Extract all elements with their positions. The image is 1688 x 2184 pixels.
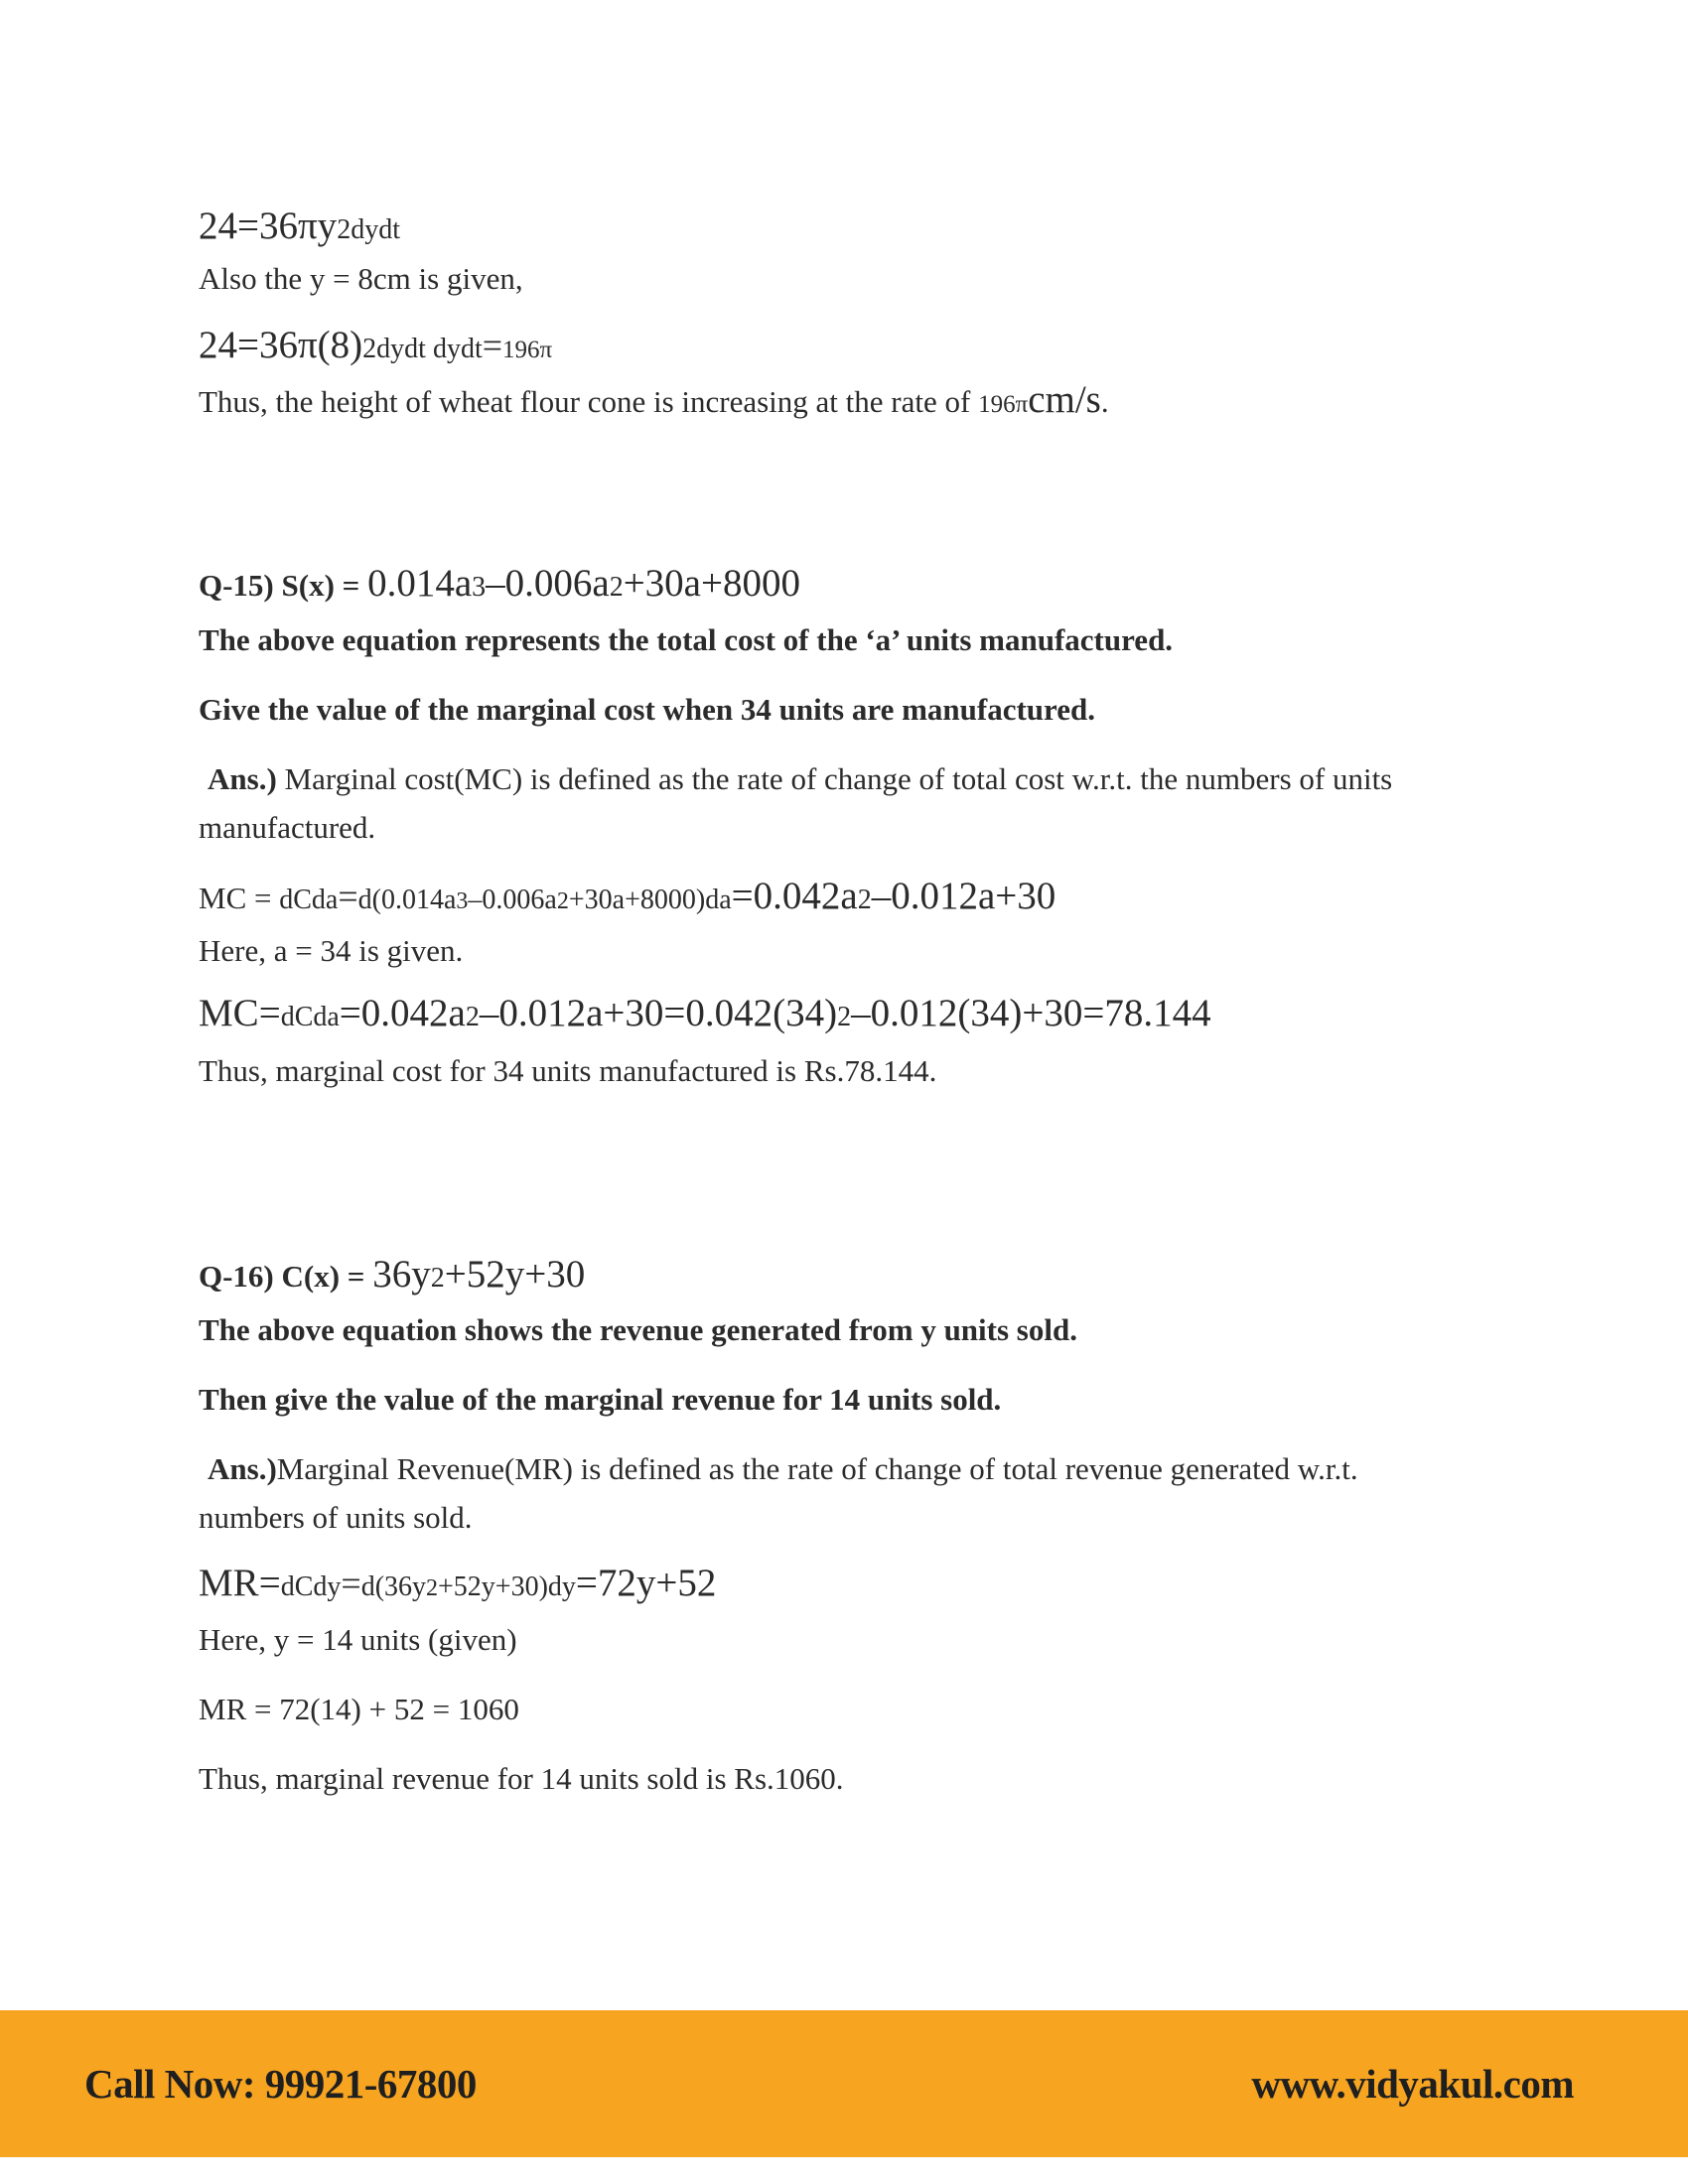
conclusion-text: Thus, marginal cost for 34 units manufactured is Rs.78.144. [199,1053,937,1088]
equation-line: 24=36πy2dydt [199,205,400,247]
question-text: The above equation represents the total cost of the ‘a’ units manufactured. [199,622,1174,657]
answer-text: manufactured. [199,810,376,845]
question-text: The above equation shows the revenue generated from y units sold. [199,1312,1077,1347]
given-text: Also the y = 8cm is given, [199,261,523,296]
equation-line: MC=dCda=0.042a2–0.012a+30=0.042(34)2–0.012(34)+30=78.144 [199,992,1211,1034]
website-link[interactable]: www.vidyakul.com [1251,2061,1574,2107]
equation-line: MC = dCda=d(0.014a3–0.006a2+30a+8000)da=0.042a2–0.012a+30 [199,875,1056,917]
call-now-text: Call Now: 99921-67800 [84,2061,477,2107]
answer-text: Ans.) Marginal cost(MC) is defined as the rate of change of total cost w.r.t. the numbers of units [208,761,1393,796]
question-text: Give the value of the marginal cost when 34 units are manufactured. [199,692,1095,727]
equation-line: MR=dCdy=d(36y2+52y+30)dy=72y+52 [199,1562,717,1604]
question-text: Then give the value of the marginal revenue for 14 units sold. [199,1382,1002,1417]
answer-text: numbers of units sold. [199,1500,473,1535]
question-heading: Q-15) S(x) = 0.014a3–0.006a2+30a+8000 [199,562,800,605]
given-text: Here, a = 34 is given. [199,933,464,968]
given-text: Here, y = 14 units (given) [199,1622,517,1657]
answer-text: Ans.)Marginal Revenue(MR) is defined as the rate of change of total revenue generated w.r.t. [208,1451,1358,1486]
footer-banner [0,2010,1688,2157]
calculation-text: MR = 72(14) + 52 = 1060 [199,1692,519,1726]
conclusion-text: Thus, marginal revenue for 14 units sold is Rs.1060. [199,1761,844,1796]
question-heading: Q-16) C(x) = 36y2+52y+30 [199,1253,586,1296]
equation-line: 24=36π(8)2dydt dydt=196π [199,324,553,366]
conclusion-text: Thus, the height of wheat flour cone is increasing at the rate of 196πcm/s. [199,378,1109,421]
